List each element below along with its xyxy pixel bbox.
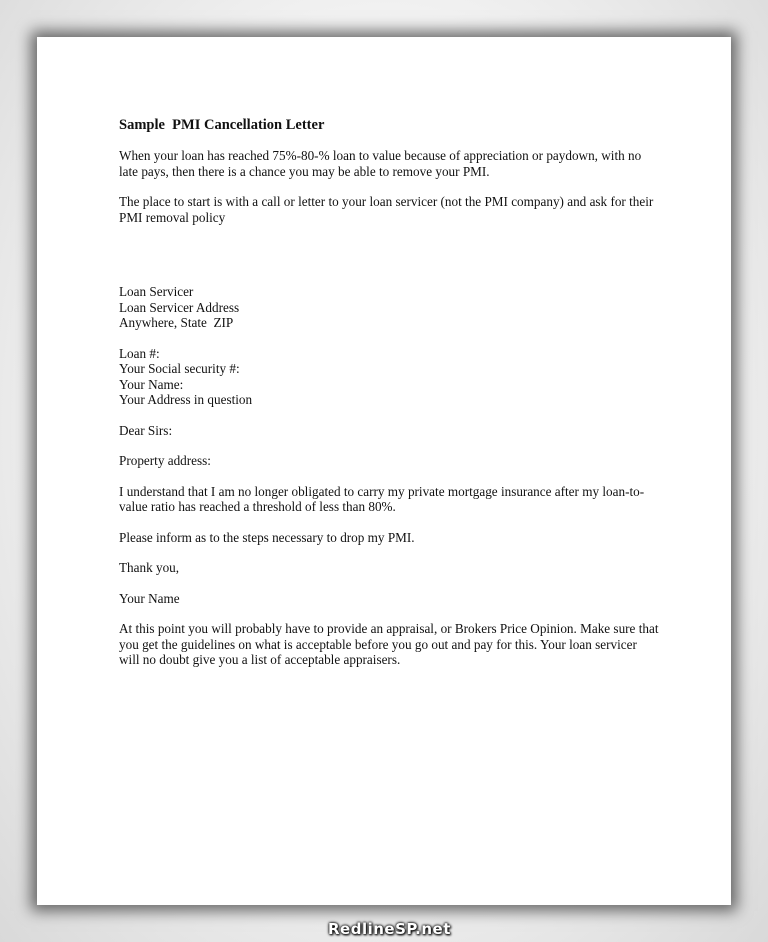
address-line: Loan Servicer Address xyxy=(119,299,240,315)
address-line: Loan Servicer xyxy=(119,284,194,299)
body-paragraph-2: Please inform as to the steps necessary to drop my PMI. xyxy=(119,529,415,545)
document-title: Sample PMI Cancellation Letter xyxy=(119,117,325,133)
reference-line: Your Name: xyxy=(119,376,184,392)
signature-name: Your Name xyxy=(119,590,180,606)
letter-content xyxy=(119,117,659,683)
salutation: Dear Sirs: xyxy=(119,422,173,438)
servicer-address-block xyxy=(119,284,659,331)
document-page xyxy=(37,37,731,905)
intro-paragraph-1: When your loan has reached 75%-80-% loan to value because of appreciation or paydown, with no late pays, then there is a chance you may be able to remove your PMI. xyxy=(119,148,642,179)
reference-line: Loan #: xyxy=(119,345,160,361)
closing: Thank you, xyxy=(119,560,180,575)
intro-paragraph-2: The place to start is with a call or letter to your loan servicer (not the PMI company) and ask for their PMI removal policy xyxy=(119,194,654,225)
address-line: Anywhere, State ZIP xyxy=(119,315,234,330)
property-address-line: Property address: xyxy=(119,453,211,468)
spacer xyxy=(119,240,659,284)
reference-line: Your Address in question xyxy=(119,392,253,407)
site-watermark: RedlineSP.net xyxy=(328,920,451,938)
appraisal-note: At this point you will probably have to provide an appraisal, or Brokers Price Opinion. Make sure that you get the guidelines on what is acceptable before you go out and pay for this. Your loan servicer will no doubt give you a list of acceptable appraisers. xyxy=(119,621,659,667)
body-paragraph-1: I understand that I am no longer obligated to carry my private mortgage insurance after my loan-to-value ratio has reached a threshold of less than 80%. xyxy=(119,483,645,514)
reference-line: Your Social security #: xyxy=(119,361,240,376)
reference-block xyxy=(119,346,659,408)
